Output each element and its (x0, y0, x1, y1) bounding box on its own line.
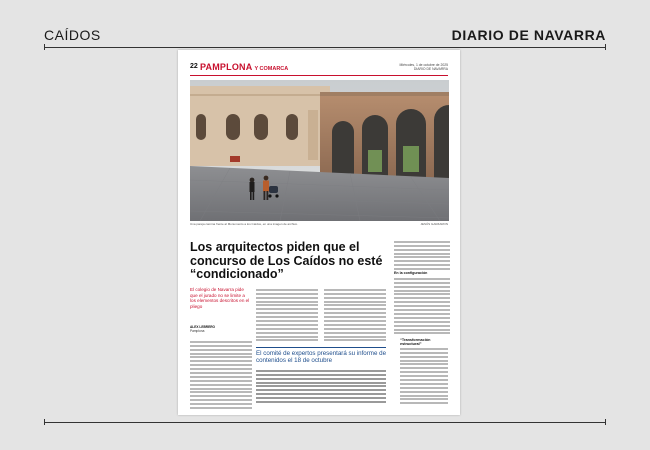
column-subhead-2: “Transformación estructural” (400, 338, 431, 346)
page-number: 22 (190, 63, 198, 70)
byline-author: ALEX LEBRERO (190, 325, 215, 329)
article-lead: El colegio de Navarra pide que el jurado no se limite a los elementos descritos en el pliego (190, 287, 250, 309)
page-section (200, 62, 288, 72)
photo-caption: Una pareja camina frente al Monumento a los Caídos, en una imagen de archivo. (190, 222, 299, 226)
brand-title: DIARIO DE NAVARRA (451, 27, 606, 43)
body-column-5 (400, 346, 448, 408)
page-section-name: PAMPLONA (200, 62, 253, 72)
section-title: CAÍDOS (44, 27, 101, 43)
body-column-1 (190, 339, 252, 409)
body-column-3 (324, 287, 386, 343)
top-divider (44, 47, 606, 48)
body-column-4 (394, 239, 450, 335)
newspaper-page (178, 50, 460, 415)
article-headline: Los arquitectos piden que el concurso de Los Caídos no esté “condicionado” (190, 240, 383, 281)
photo-credit: JESÚS GARZARON (420, 222, 448, 226)
body-column-2 (256, 287, 318, 343)
page-paper-name: DIARIO DE NAVARRA (413, 67, 448, 71)
sidebar-headline: El comité de expertos presentará su informe de contenidos el 18 de octubre (256, 347, 386, 364)
column-subhead: En la configuración (394, 271, 428, 276)
page-section-sub: Y COMARCA (254, 66, 289, 72)
page-header-strip (190, 63, 448, 75)
page-date: Miércoles, 1 de octubre de 2025 (399, 63, 448, 67)
sidebar-body (256, 368, 386, 408)
article-photo (190, 80, 449, 221)
page-header (44, 24, 606, 46)
byline-place: Pamplona (190, 329, 205, 333)
page-header-rule (190, 75, 448, 76)
page-dateline (400, 63, 448, 71)
bottom-divider (44, 422, 606, 423)
article-byline (190, 325, 252, 333)
